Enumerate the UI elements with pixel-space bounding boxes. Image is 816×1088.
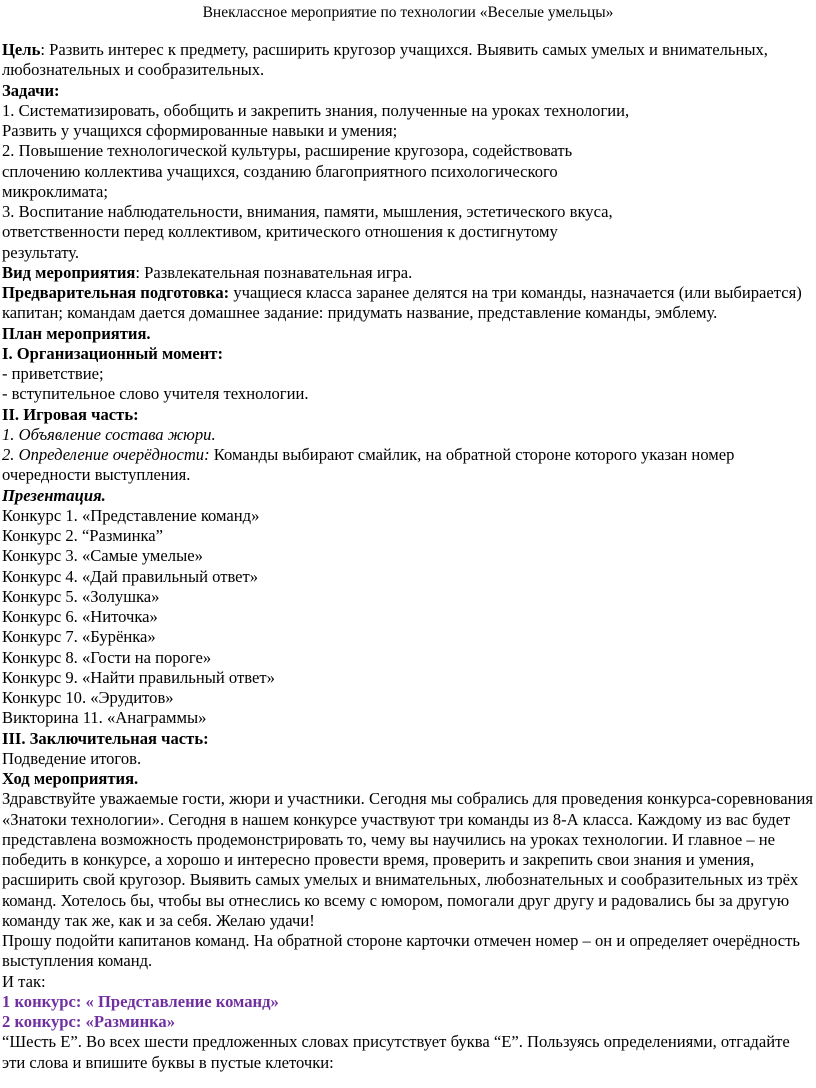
document-body <box>2 40 814 1073</box>
plan-section1-title: I. Организационный момент: <box>2 343 223 363</box>
task-line: результату. <box>2 242 80 262</box>
contest1-heading: 1 конкурс: « Представление команд» <box>2 991 279 1011</box>
task-line: 1. Систематизировать, обобщить и закрепить знания, полученные на уроках технологии, <box>2 100 630 120</box>
plan-section2-item2 <box>2 445 814 486</box>
preparation-label: Предварительная подготовка: <box>2 283 230 302</box>
task-line: 2. Повышение технологической культуры, расширение кругозора, содействовать <box>2 141 573 161</box>
task-line: микроклимата; <box>2 181 109 201</box>
task-line: Развить у учащихся сформированные навыки и умения; <box>2 121 398 140</box>
plan-section2-item2-label: 2. Определение очерёдности: <box>2 445 210 464</box>
event-type-paragraph <box>2 263 814 283</box>
plan-section2-item2-text: Команды выбирают смайлик, на обратной стороне которого указан номер очередности выступления. <box>2 445 735 485</box>
preparation-text: учащиеся класса заранее делятся на три команды, назначается (или выбирается) капитан; командам дается домашнее задание: придумать название, представление команды, эмблему. <box>2 283 802 323</box>
document-title: Внеклассное мероприятие по технологии «Веселые умельцы» <box>202 4 614 21</box>
presentation-label: Презентация. <box>2 485 106 505</box>
tasks-label: Задачи: <box>2 80 60 100</box>
contest-list-item: Конкурс 9. «Найти правильный ответ» <box>2 667 275 687</box>
goal-text: : Развить интерес к предмету, расширить кругозор учащихся. Выявить самых умелых и внимательных, любознательных и сообразительных. <box>2 40 768 80</box>
contest2-text: “Шесть Е”. Во всех шести предложенных словах присутствует буква “Е”. Пользуясь определениями, отгадайте эти слова и впишите буквы в пустые клеточки: <box>2 1032 790 1072</box>
contest-list-item: Конкурс 8. «Гости на пороге» <box>2 647 212 667</box>
contest2-heading: 2 конкурс: «Разминка» <box>2 1012 176 1031</box>
event-type-text: : Развлекательная познавательная игра. <box>135 262 413 282</box>
contest-list-item: Конкурс 10. «Эрудитов» <box>2 688 174 707</box>
plan-section1-item: - вступительное слово учителя технологии. <box>2 384 309 404</box>
course-paragraph: Прошу подойти капитанов команд. На обратной стороне карточки отмечен номер – он и определяет очерёдность выступления команд. <box>2 931 800 971</box>
event-type-label: Вид мероприятия <box>2 262 136 282</box>
contest-list-item: Конкурс 5. «Золушка» <box>2 586 160 606</box>
task-line: сплочению коллектива учащихся, созданию благоприятного психологического <box>2 161 558 181</box>
plan-section3-title: III. Заключительная часть: <box>2 728 209 748</box>
course-paragraph: Здравствуйте уважаемые гости, жюри и участники. Сегодня мы собрались для проведения конкурса-соревнования «Знатоки технологии». Сегодня в нашем конкурсе участвуют три команды из 8-А класса. Каждому из вас будет представлена возможность продемонстрировать то, чему вы научились на уроках технологии. И главное – не победить в конкурсе, а хорошо и интересно провести время, проверить и закрепить свои знания и умения, расширить свой кругозор. Выявить самых умелых и внимательных, любознательных и сообразительных из трёх команд. Хотелось бы, чтобы вы отнеслись ко всему с юмором, помогали друг другу и радовались бы за другую команду так же, как и за себя. Желаю удачи! <box>2 789 814 930</box>
task-line: ответственности перед коллективом, критического отношения к достигнутому <box>2 222 558 242</box>
contest-list-item: Конкурс 7. «Бурёнка» <box>2 627 156 647</box>
course-paragraph: И так: <box>2 971 46 991</box>
preparation-paragraph <box>2 283 814 324</box>
plan-title: План мероприятия. <box>2 323 151 343</box>
contest-list-item: Викторина 11. «Анаграммы» <box>2 708 207 728</box>
goal-paragraph <box>2 40 814 81</box>
contest-list-item: Конкурс 2. “Разминка” <box>2 526 164 545</box>
plan-section1-item: - приветствие; <box>2 364 104 383</box>
contest-list-item: Конкурс 4. «Дай правильный ответ» <box>2 566 259 586</box>
plan-section3-text: Подведение итогов. <box>2 748 142 768</box>
contest-list-item: Конкурс 6. «Ниточка» <box>2 607 158 626</box>
goal-label: Цель <box>2 40 41 59</box>
contest-list-item: Конкурс 3. «Самые умелые» <box>2 546 203 566</box>
contest-list-item: Конкурс 1. «Представление команд» <box>2 505 260 525</box>
plan-section2-item1: 1. Объявление состава жюри. <box>2 424 216 444</box>
course-title: Ход мероприятия. <box>2 769 139 788</box>
task-line: 3. Воспитание наблюдательности, внимания, памяти, мышления, эстетического вкуса, <box>2 202 613 221</box>
plan-section2-title: II. Игровая часть: <box>2 404 139 424</box>
